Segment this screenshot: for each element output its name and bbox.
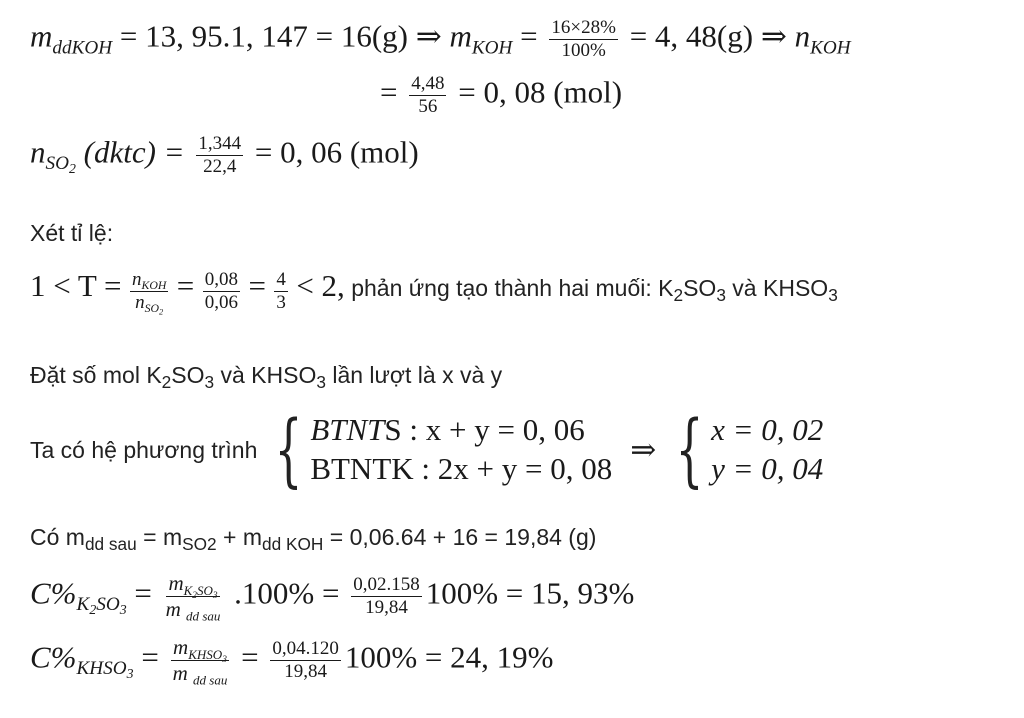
equation-k2so3-percent: $C\%_{K_2SO_3}$ = $\frac{m_{K_2SO_3}}{m _{dd sau}}$ .100% = $\frac{0,02.158}{19,84}$ 100% = 15, 93%	[30, 571, 635, 624]
text-xet-ti-le: Xét tỉ lệ:	[30, 220, 114, 246]
fraction: $\frac{0,08}{0,06}$	[204, 269, 238, 314]
fraction: $\frac{m_{K_2SO_3}}{m _{dd sau}}$	[165, 571, 221, 624]
left-brace-icon: {	[675, 403, 704, 496]
fraction: $\frac{16\times 28\%}{100\%}$	[551, 17, 616, 61]
fraction: $\frac{m_{KHSO_3}}{m _{dd sau}}$	[172, 635, 228, 688]
fraction: $\frac{0,02.158}{19,84}$	[353, 573, 420, 618]
equation-line-ratio: 1 < T = $\frac{n_{KOH}}{n_{SO_2}}$ = $\frac{0,08}{0,06}$ = $\frac{4}{3}$ < 2, phản ứng tạo thành hai muối: $K_2SO_3$ và $KHSO_3$	[30, 268, 838, 317]
equation-line-1: $m_{ddKOH} = 13$, 95.1, 147 = 16(g) ⇒ $m_{KOH}$ = $\frac{16\times 28\%}{100\%}$ = 4, 48(g) ⇒ $n_{KOH}$	[30, 17, 851, 61]
text-dat-so-mol: Đặt số mol $K_2SO_3$ và $KHSO_3$ lần lượt là x và y	[30, 362, 503, 393]
fraction: $\frac{4,48}{56}$	[411, 73, 445, 117]
text-mass-after: Có $m_{dd sau} = m_{SO2} + m_{dd KOH} = 0,06.64 + 16 = 19,84$ (g)	[30, 524, 597, 555]
fraction: $\frac{n_{KOH}}{n_{SO_2}}$	[132, 269, 167, 317]
left-brace-icon: {	[274, 403, 303, 496]
fraction: $\frac{0,04.120}{19,84}$	[272, 637, 339, 682]
equation-system: Ta có hệ phương trình { BTNTS : x + y = 0, 06 BTNTK : 2x + y = 0, 08 ⇒ { x = 0, 02 y = 0, 04	[30, 403, 824, 496]
equation-line-2: = $\frac{4,48}{56}$ = 0, 08 (mol)	[380, 73, 623, 117]
fraction: $\frac{1,344}{22,4}$	[198, 133, 242, 177]
equation-khso3-percent: $C\%_{KHSO_3}$ = $\frac{m_{KHSO_3}}{m _{dd sau}}$ = $\frac{0,04.120}{19,84}$ 100% = 24, 19%	[30, 635, 554, 688]
fraction: $\frac{4}{3}$	[276, 269, 286, 314]
equation-line-3: $n_{SO_2}$ (dktc) = $\frac{1,344}{22,4}$ = 0, 06 (mol)	[30, 133, 419, 177]
